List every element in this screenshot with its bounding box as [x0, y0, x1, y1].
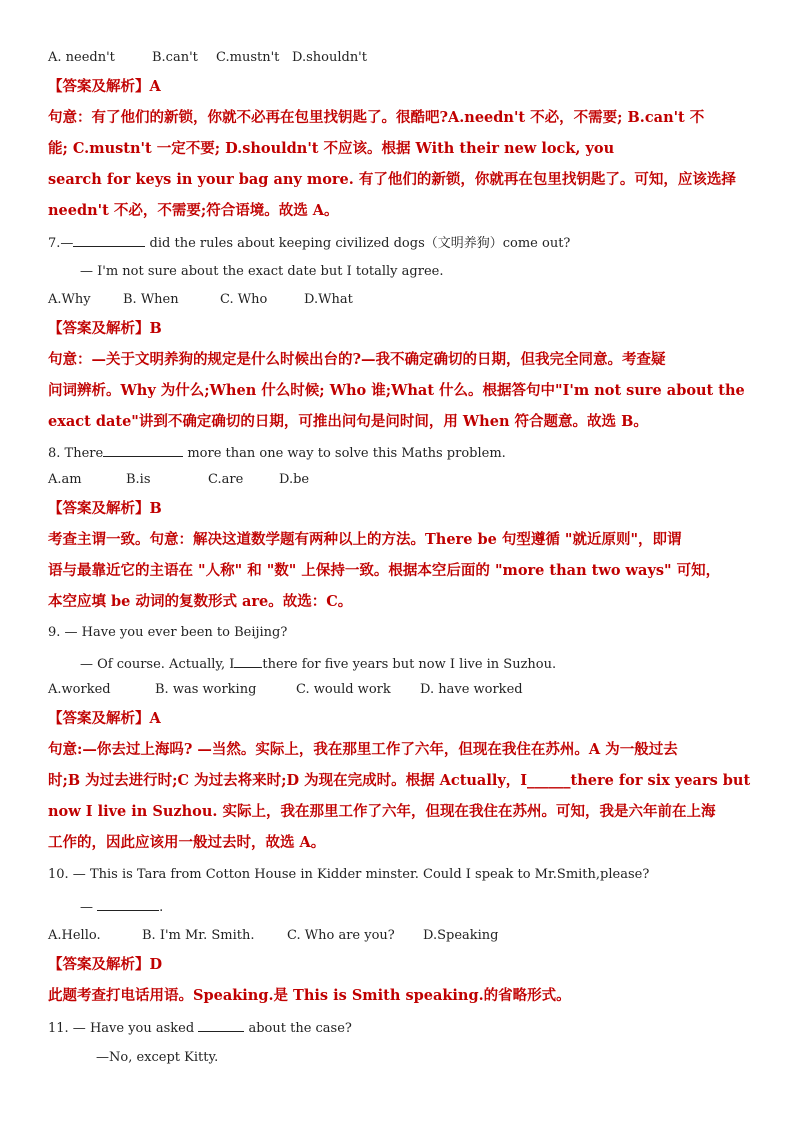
q9-option-d: D. have worked: [420, 682, 523, 697]
q9-explanation-line-2: 时;B 为过去进行时;C 为过去将来时;D 为现在完成时。根据 Actually，I______there for six years but: [48, 772, 751, 789]
q10-option-c: C. Who are you?: [287, 928, 395, 943]
q9-stem: 9. — Have you ever been to Beijing?: [48, 625, 288, 640]
q7-reply: — I'm not sure about the exact date but I totally agree.: [80, 264, 444, 279]
q7-stem-number: 7.—: [48, 236, 74, 251]
q10-option-d: D.Speaking: [423, 928, 499, 943]
q10-explanation-line-1: 此题考查打电话用语。Speaking.是 This is Smith speaking.的省略形式。: [48, 987, 571, 1004]
q10-answer-label: 【答案及解析】D: [48, 956, 163, 973]
q9-answer-label: 【答案及解析】A: [48, 710, 161, 727]
q11-stem: [48, 1018, 746, 1038]
q7-option-b: B. When: [123, 292, 179, 307]
q9-options: [48, 681, 746, 699]
q8-answer-label: 【答案及解析】B: [48, 500, 162, 517]
q6-option-d: D.shouldn't: [292, 50, 367, 65]
q7-option-a: A.Why: [48, 292, 91, 307]
q9-reply-end: there for five years but now I live in Suzhou.: [262, 657, 557, 672]
q8-stem-start: 8. There: [48, 446, 104, 461]
q9-explanation-line-1: 句意:—你去过上海吗? —当然。实际上，我在那里工作了六年，但现在我住在苏州。A 为一般过去: [48, 741, 678, 758]
q8-options: [48, 471, 746, 489]
q10-blank: [97, 897, 159, 911]
q6-option-a: A. needn't: [48, 50, 115, 65]
q9-explanation-line-3: now I live in Suzhou. 实际上，我在那里工作了六年，但现在我住在苏州。可知，我是六年前在上海: [48, 803, 716, 820]
q6-explanation-line-2: 能; C.mustn't 一定不要; D.shouldn't 不应该。根据 With their new lock, you: [48, 140, 615, 157]
q9-option-c: C. would work: [296, 682, 391, 697]
q9-reply: [80, 654, 746, 674]
q7-option-c: C. Who: [220, 292, 268, 307]
q8-explanation-line-2: 语与最靠近它的主语在 "人称" 和 "数" 上保持一致。根据本空后面的 "more than two ways" 可知，: [48, 562, 721, 579]
q6-explanation-line-4: needn't 不必，不需要;符合语境。故选 A。: [48, 202, 339, 219]
q10-option-a: A.Hello.: [48, 928, 101, 943]
q7-stem-text: did the rules about keeping civilized dogs（文明养狗）come out?: [149, 236, 571, 251]
q7-explanation-line-3: exact date"讲到不确定确切的日期，可推出问句是问时间，用 When 符合题意。故选 B。: [48, 413, 648, 430]
q7-option-d: D.What: [304, 292, 353, 307]
q10-reply-end: .: [159, 900, 164, 915]
q6-options: [48, 49, 746, 67]
q8-option-d: D.be: [279, 472, 310, 487]
q11-stem-start: 11. — Have you asked: [48, 1021, 195, 1036]
q10-reply: [80, 897, 746, 917]
q6-option-c: C.mustn't: [216, 50, 280, 65]
q11-stem-end: about the case?: [248, 1021, 352, 1036]
q10-reply-dash: —: [80, 900, 93, 915]
q9-option-a: A.worked: [48, 682, 111, 697]
q8-explanation-line-1: 考查主谓一致。句意：解决这道数学题有两种以上的方法。There be 句型遵循 "就近原则"，即谓: [48, 531, 682, 548]
q7-options: [48, 291, 746, 309]
q10-option-b: B. I'm Mr. Smith.: [142, 928, 255, 943]
q11-blank: [198, 1018, 244, 1032]
q9-blank: [234, 654, 262, 668]
q6-answer-label: 【答案及解析】A: [48, 78, 161, 95]
q10-stem: 10. — This is Tara from Cotton House in Kidder minster. Could I speak to Mr.Smith,please?: [48, 867, 650, 882]
q7-explanation-line-2: 问词辨析。Why 为什么;When 什么时候; Who 谁;What 什么。根据答句中"I'm not sure about the: [48, 382, 745, 399]
q7-explanation-line-1: 句意：—关于文明养狗的规定是什么时候出台的?—我不确定确切的日期，但我完全同意。考查疑: [48, 351, 666, 368]
q9-option-b: B. was working: [155, 682, 257, 697]
q8-blank: [103, 443, 183, 457]
q7-blank: [73, 233, 145, 247]
q8-option-b: B.is: [126, 472, 151, 487]
q7-answer-label: 【答案及解析】B: [48, 320, 162, 337]
q7-stem: [48, 233, 746, 253]
q9-explanation-line-4: 工作的，因此应该用一般过去时，故选 A。: [48, 834, 326, 851]
q8-option-c: C.are: [208, 472, 244, 487]
q8-stem: [48, 443, 746, 463]
q6-explanation-line-1: 句意：有了他们的新锁，你就不必再在包里找钥匙了。很酷吧?A.needn't 不必，不需要; B.can't 不: [48, 109, 705, 126]
q9-reply-start: — Of course. Actually, I: [80, 657, 235, 672]
q6-explanation-line-3: search for keys in your bag any more. 有了他们的新锁，你就再在包里找钥匙了。可知，应该选择: [48, 171, 736, 188]
q10-options: [48, 927, 746, 945]
q11-reply: —No, except Kitty.: [96, 1050, 219, 1065]
q6-option-b: B.can't: [152, 50, 198, 65]
q8-stem-text: more than one way to solve this Maths problem.: [187, 446, 506, 461]
q8-option-a: A.am: [48, 472, 82, 487]
q8-explanation-line-3: 本空应填 be 动词的复数形式 are。故选：C。: [48, 593, 353, 610]
